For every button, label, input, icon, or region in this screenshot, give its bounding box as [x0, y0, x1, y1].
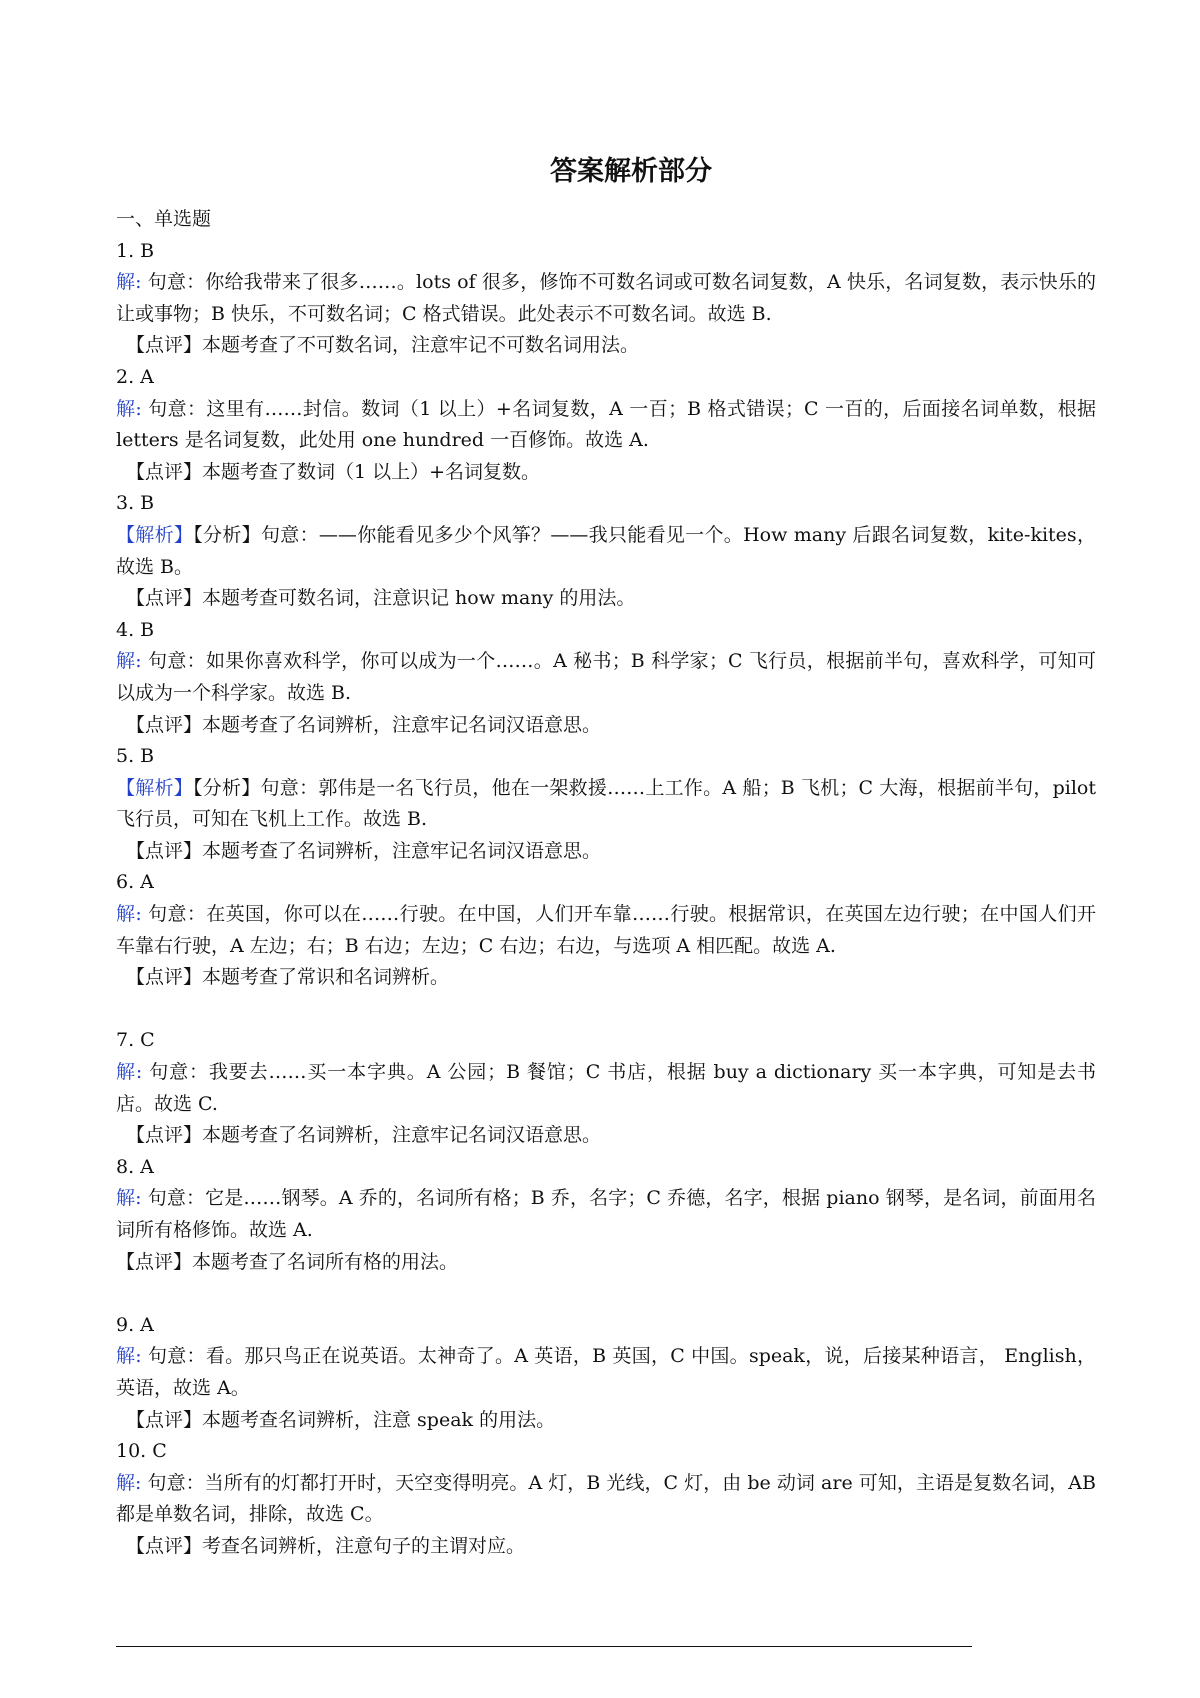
explanation-text: 句意：它是……钢琴。A 乔的，名词所有格；B 乔，名字；C 乔德，名字，根据 piano 钢琴，是名词，前面用名词所有格修饰。故选 A.	[116, 1187, 1096, 1241]
explanation-label: 【解析】	[116, 776, 194, 799]
answer-comment: 【点评】本题考查了名词辨析，注意牢记名词汉语意思。	[126, 1124, 602, 1147]
explanation-text: 句意：看。那只鸟正在说英语。太神奇了。A 英语，B 英国，C 中国。speak，说，后接某种语言， English，英语，故选 A。	[116, 1345, 1096, 1399]
answer-comment: 【点评】本题考查了不可数名词，注意牢记不可数名词用法。	[126, 334, 640, 357]
answer-comment: 【点评】本题考查可数名词，注意识记 how many 的用法。	[126, 587, 636, 610]
section-heading: 一、单选题	[116, 208, 212, 230]
answer-comment: 【点评】本题考查了常识和名词辨析。	[126, 966, 450, 989]
answer-item-9	[116, 1310, 1096, 1436]
answer-explanation	[116, 1341, 1096, 1404]
answer-comment: 【点评】本题考查了数词（1 以上）+名词复数。	[126, 460, 541, 483]
explanation-label: 解:	[116, 1345, 142, 1368]
answer-number: 10. C	[116, 1440, 167, 1463]
answer-number: 9. A	[116, 1313, 154, 1336]
answer-explanation	[116, 773, 1096, 836]
explanation-text: 【分析】句意：郭伟是一名飞行员，他在一架救援……上工作。A 船；B 飞机；C 大海，根据前半句，pilot 飞行员，可知在飞机上工作。故选 B.	[116, 776, 1096, 831]
answer-item-5	[116, 741, 1096, 867]
answer-explanation	[116, 1468, 1096, 1531]
answer-explanation	[116, 1183, 1096, 1246]
answer-explanation	[116, 646, 1096, 709]
answer-item-3	[116, 488, 1096, 614]
answer-comment: 【点评】本题考查了名词所有格的用法。	[116, 1250, 459, 1273]
answer-explanation	[116, 899, 1096, 962]
explanation-text: 句意：在英国，你可以在……行驶。在中国，人们开车靠……行驶。根据常识，在英国左边行驶；在中国人们开车靠右行驶，A 左边；右；B 右边；左边；C 右边；右边，与选项 A 相匹配。故选 A.	[116, 903, 1097, 957]
answer-comment: 【点评】本题考查名词辨析，注意 speak 的用法。	[126, 1408, 556, 1431]
answer-number: 5. B	[116, 745, 155, 768]
answer-number: 2. A	[116, 365, 154, 388]
answer-number: 3. B	[116, 492, 155, 515]
answer-number: 8. A	[116, 1155, 154, 1178]
answer-explanation	[116, 1057, 1096, 1120]
answer-item-4	[116, 615, 1096, 741]
answer-item-8	[116, 1152, 1096, 1278]
footer-divider	[116, 1646, 972, 1647]
explanation-text: 句意：我要去……买一本字典。A 公园；B 餐馆；C 书店，根据 buy a dictionary 买一本字典，可知是去书店。故选 C.	[116, 1061, 1096, 1115]
explanation-label: 解:	[116, 397, 142, 420]
spacer	[116, 1278, 1096, 1310]
answer-number: 1. B	[116, 239, 155, 262]
explanation-label: 解:	[116, 650, 142, 673]
answer-item-1	[116, 236, 1096, 362]
answer-number: 7. C	[116, 1029, 155, 1052]
explanation-label: 解:	[116, 1187, 142, 1210]
answer-item-2	[116, 362, 1096, 488]
explanation-label: 解:	[116, 903, 142, 926]
answer-item-7	[116, 1025, 1096, 1151]
explanation-text: 句意：当所有的灯都打开时，天空变得明亮。A 灯，B 光线，C 灯，由 be 动词 are 可知，主语是复数名词，AB 都是单数名词，排除，故选 C。	[116, 1471, 1096, 1526]
page-title: 答案解析部分	[550, 156, 712, 187]
answer-number: 6. A	[116, 871, 154, 894]
explanation-text: 【分析】句意：——你能看见多少个风筝？——我只能看见一个。How many 后跟名词复数，kite-kites，故选 B。	[116, 523, 1096, 578]
answer-document	[116, 150, 1096, 1563]
answer-item-6	[116, 867, 1096, 993]
explanation-label: 解:	[116, 1061, 143, 1084]
answer-comment: 【点评】本题考查了名词辨析，注意牢记名词汉语意思。	[126, 839, 602, 862]
answer-explanation	[116, 267, 1096, 330]
answer-number: 4. B	[116, 618, 155, 641]
explanation-text: 句意：这里有……封信。数词（1 以上）+名词复数，A 一百；B 格式错误；C 一百的，后面接名词单数，根据 letters 是名词复数，此处用 one hundred 一百修饰。故选 A.	[116, 397, 1096, 452]
explanation-label: 解:	[116, 1471, 142, 1494]
spacer	[116, 994, 1096, 1026]
answer-item-10	[116, 1436, 1096, 1562]
explanation-label: 【解析】	[116, 523, 194, 546]
explanation-text: 句意：如果你喜欢科学，你可以成为一个……。A 秘书；B 科学家；C 飞行员，根据前半句，喜欢科学，可知可以成为一个科学家。故选 B.	[116, 650, 1097, 704]
answer-comment: 【点评】本题考查了名词辨析，注意牢记名词汉语意思。	[126, 713, 602, 736]
answer-comment: 【点评】考查名词辨析，注意句子的主谓对应。	[126, 1534, 526, 1557]
explanation-text: 句意：你给我带来了很多……。lots of 很多，修饰不可数名词或可数名词复数，A 快乐，名词复数，表示快乐的让或事物；B 快乐，不可数名词；C 格式错误。此处表示不可数名词。故选 B.	[116, 271, 1096, 325]
explanation-label: 解:	[116, 271, 142, 294]
answer-explanation	[116, 520, 1096, 583]
answer-explanation	[116, 394, 1096, 457]
